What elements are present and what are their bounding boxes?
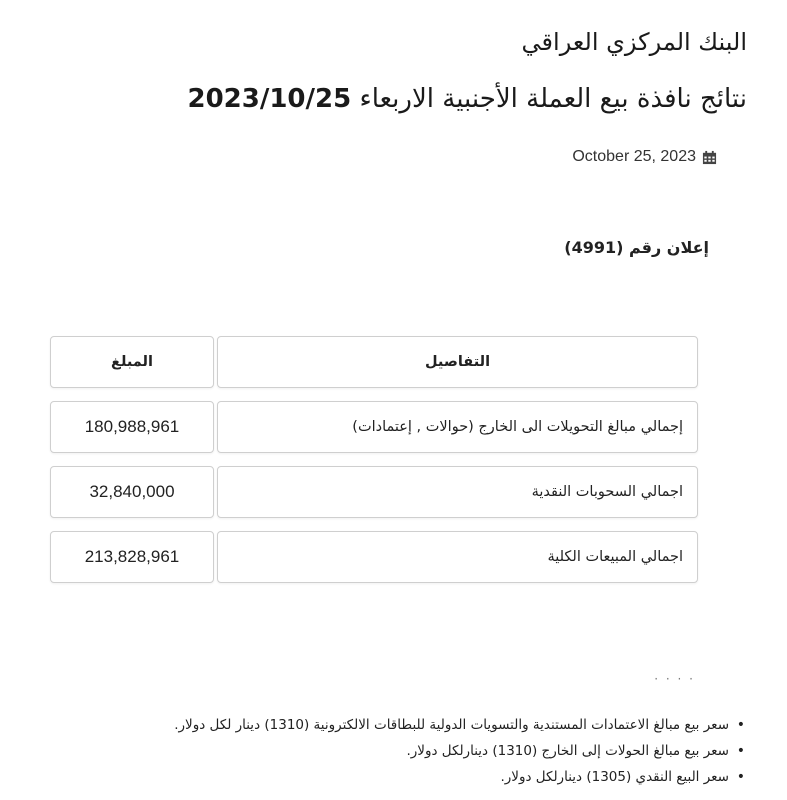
table-row	[50, 531, 698, 583]
list-item: • سعر بيع مبالغ الحولات إلى الخارج (1310) دينارلكل دولار.	[9, 738, 729, 764]
row-amount: 180,988,961	[50, 401, 214, 453]
row-details: اجمالي المبيعات الكلية	[217, 531, 698, 583]
illegible-mark: · · · ·	[654, 672, 695, 686]
post-date	[572, 148, 717, 166]
post-date-text: October 25, 2023	[572, 148, 696, 165]
list-item: • سعر بيع مبالغ الاعتمادات المستندية والتسويات الدولية للبطاقات الالكترونية (1310) دينار لكل دولار.	[9, 712, 729, 738]
organization-name: البنك المركزي العراقي	[521, 28, 747, 56]
row-amount: 213,828,961	[50, 531, 214, 583]
header-amount: المبلغ	[50, 336, 214, 388]
sales-table	[50, 336, 698, 596]
row-amount: 32,840,000	[50, 466, 214, 518]
page-title-date: 2023/10/25	[187, 84, 352, 114]
table-row	[50, 466, 698, 518]
row-details: اجمالي السحوبات النقدية	[217, 466, 698, 518]
header-details: التفاصيل	[217, 336, 698, 388]
page-title	[187, 84, 747, 114]
list-item: • سعر البيع النقدي (1305) دينارلكل دولار.	[9, 764, 729, 790]
calendar-icon	[702, 150, 717, 165]
page-title-text: نتائج نافذة بيع العملة الأجنبية الاربعاء	[359, 84, 747, 114]
exchange-rate-notes	[9, 712, 747, 790]
row-details: إجمالي مبالغ التحويلات الى الخارج (حوالات , إعتمادات)	[217, 401, 698, 453]
announcement-number: إعلان رقم (4991)	[564, 238, 709, 257]
table-header-row	[50, 336, 698, 388]
table-row	[50, 401, 698, 453]
